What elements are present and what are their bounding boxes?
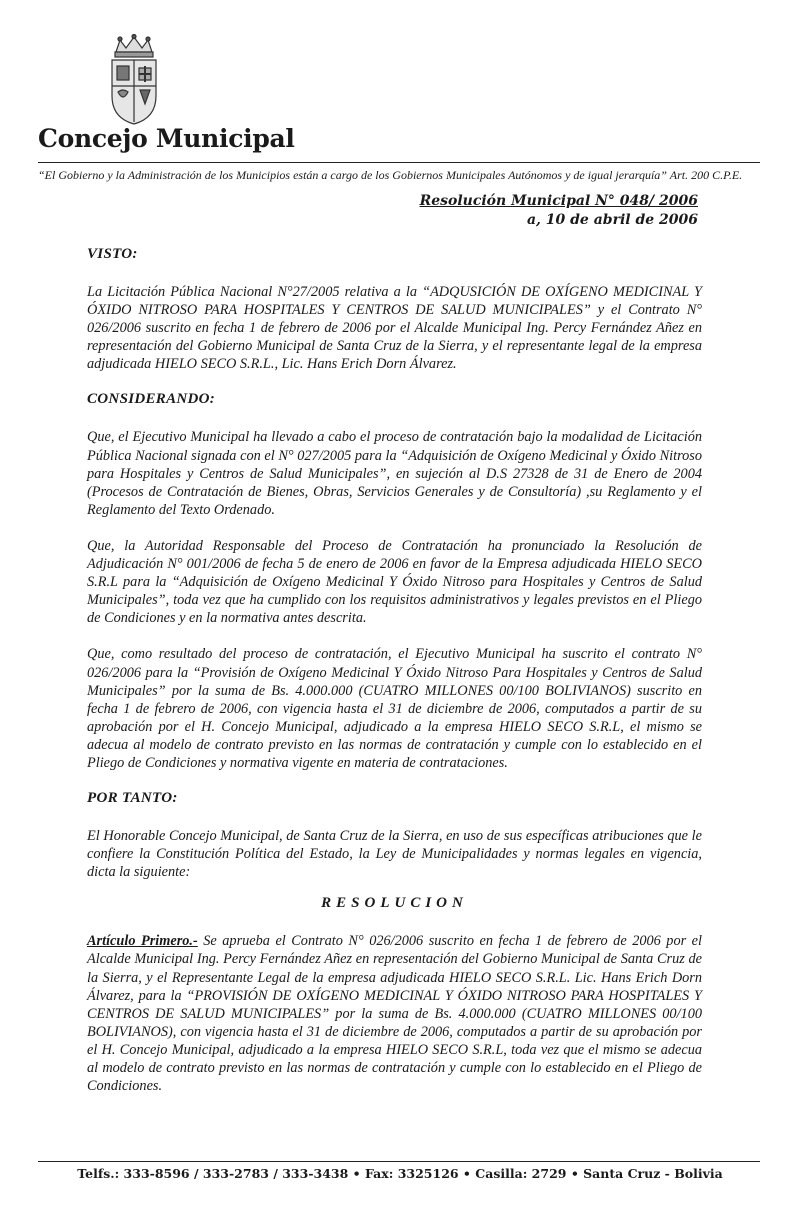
article-text: Se aprueba el Contrato N° 026/2006 suscrito en fecha 1 de febrero de 2006 por el Alcalde Municipal Ing. Percy Fernández Añez en representación del Gobierno Municipal de Santa Cruz de la Sierra, y el Representante Legal de la empresa adjudicada HIELO SECO S.R.L. Lic. Hans Erich Dorn Álvarez, para la “PROVISIÓN DE OXÍGENO MEDICINAL Y ÓXIDO NITROSO PARA HOSPITALES Y CENTROS DE SALUD MUNICIPALES” por la suma de Bs. 4.000.000 (CUATRO MILLONES 00/100 BOLIVIANOS), con vigencia hasta el 31 de diciembre de 2006, computados a partir de su aprobación por el H. Concejo Municipal, adjudicado a la empresa HIELO SECO S.R.L, toda vez que el mismo se adecua al modelo de contrato previsto en las normas de contratación y cumple con lo establecido en el Pliego de Condiciones. xyxy=(87,933,702,1095)
visto-heading: VISTO: xyxy=(87,246,138,262)
header-divider xyxy=(38,162,760,163)
considerando-heading: CONSIDERANDO: xyxy=(87,391,216,408)
footer-divider xyxy=(38,1161,760,1162)
article-label: Artículo Primero.- xyxy=(87,933,198,950)
resolution-date: a, 10 de abril de 2006 xyxy=(526,212,698,228)
visto-paragraph: La Licitación Pública Nacional N°27/2005 relativa a la “ADQUSICIÓN DE OXÍGENO MEDICINAL Y ÓXIDO NITROSO PARA HOSPITALES Y CENTROS DE SALUD MUNICIPALES” y el Contrato N° 026/2006 suscrito en fecha 1 de febrero de 2006 por el Alcalde Municipal Ing. Percy Fernández Añez en representación del Gobierno Municipal de Santa Cruz de la Sierra, y el representante legal de la empresa adjudicada HIELO SECO S.R.L., Lic. Hans Erich Dorn Álvarez. xyxy=(87,284,702,373)
considerando-paragraph: Que, el Ejecutivo Municipal ha llevado a cabo el proceso de contratación bajo la modalidad de Licitación Pública Nacional signada con el N° 027/2005 para la “Adquisición de Oxígeno Medicinal y Óxido Nitroso para Hospitales y Centros de Salud Municipales”, en sujeción al D.S 27328 de 31 de Enero de 2004 (Procesos de Contratación de Bienes, Obras, Servicios Generales y de Consultoría) ,su Reglamento y el Reglamento del Texto Ordenado. xyxy=(87,429,702,518)
coat-of-arms-icon xyxy=(104,34,164,126)
considerando-paragraph: Que, como resultado del proceso de contratación, el Ejecutivo Municipal ha suscrito el contrato N° 026/2006 para la “Provisión de Oxígeno Medicinal Y Óxido Nitroso Para Hospitales y Centros de Salud Municipales” por la suma de Bs. 4.000.000 (CUATRO MILLONES 00/100 BOLIVIANOS) suscrito en fecha 1 de febrero de 2006, con vigencia hasta el 31 de diciembre de 2006, computados a partir de su aprobación por el H. Concejo Municipal, adjudicado a la empresa HIELO SECO S.R.L, el mismo se adecua al modelo de contrato previsto en las normas de contratación y cumple con lo establecido en el Pliego de Condiciones y normativa vigente en materia de contrataciones. xyxy=(87,646,702,771)
resolution-number: Resolución Municipal N° 048/ 2006 xyxy=(419,193,698,209)
constitutional-motto: “El Gobierno y la Administración de los Municipios están a cargo de los Gobiernos Municipales Autónomos y de igual jerarquía” Art. 200 C.P.E. xyxy=(38,168,743,182)
por-tanto-paragraph: El Honorable Concejo Municipal, de Santa Cruz de la Sierra, en uso de sus específicas atribuciones que le confiere la Constitución Política del Estado, la Ley de Municipalidades y normas legales en vigencia, dicta la siguiente: xyxy=(87,828,702,881)
resolution-header xyxy=(420,192,698,230)
considerando-paragraph: Que, la Autoridad Responsable del Proceso de Contratación ha pronunciado la Resolución de Adjudicación N° 001/2006 de fecha 5 de enero de 2006 en favor de la Empresa adjudicada HIELO SECO S.R.L para la “Adquisición de Oxígeno Medicinal Y Óxido Nitroso para Hospitales y Centros de Salud Municipales”, toda vez que ha cumplido con los requisitos administrativos y legales previstos en el Pliego de Condiciones y en la normativa antes descrita. xyxy=(87,537,702,627)
resolucion-title: RESOLUCION xyxy=(321,895,468,912)
document-body xyxy=(87,246,702,1095)
organization-name: Concejo Municipal xyxy=(38,124,295,153)
footer-contact: Telfs.: 333-8596 / 333-2783 / 333-3438 • Fax: 3325126 • Casilla: 2729 • Santa Cruz - Bolivia xyxy=(77,1166,723,1181)
article-first xyxy=(87,932,702,1095)
por-tanto-heading: POR TANTO: xyxy=(87,790,178,807)
